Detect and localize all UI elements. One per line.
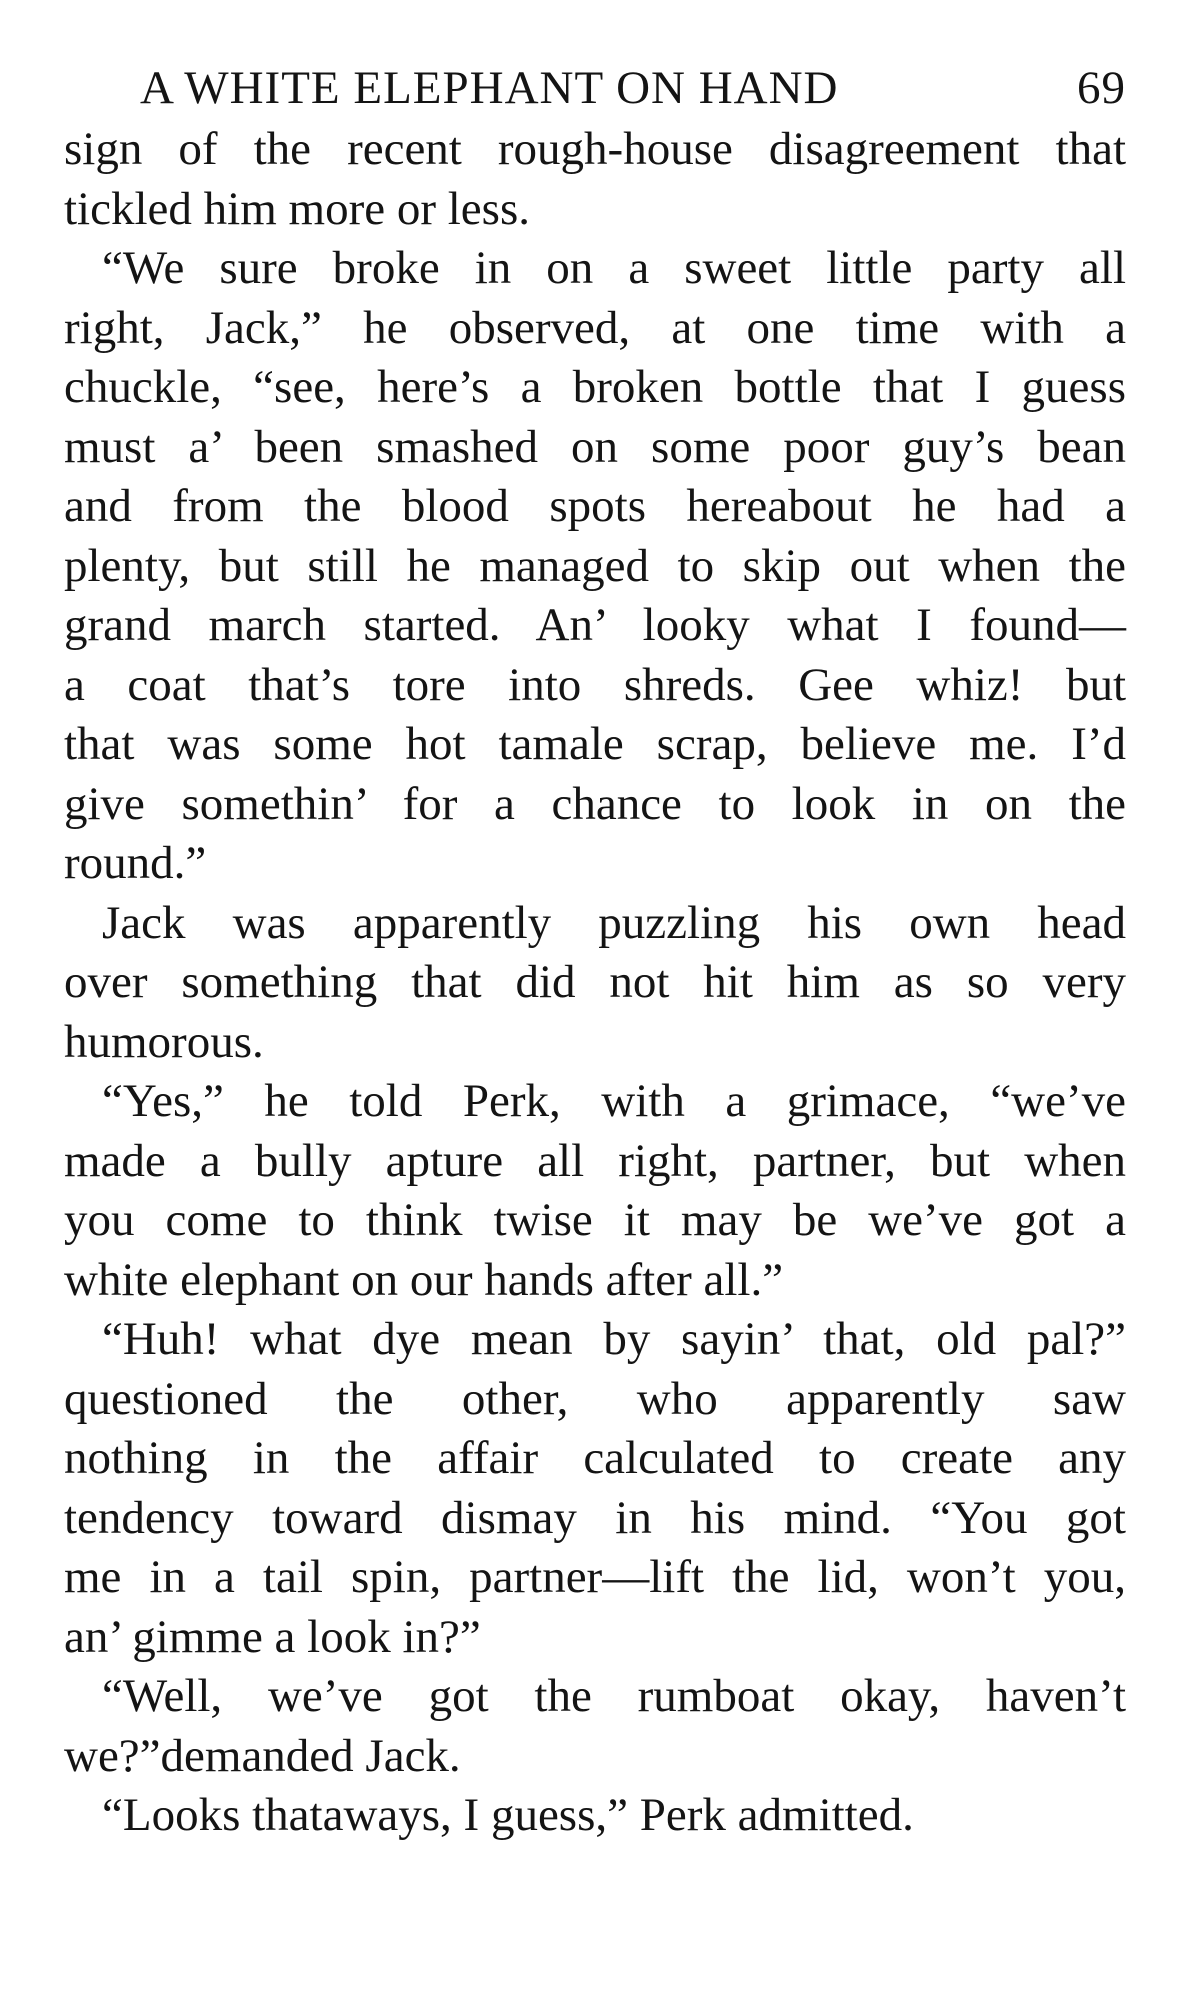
text-line: “Looks thataways, I guess,” Perk admitted. (102, 1789, 914, 1841)
text-line: over something that did not hit him as so very (64, 956, 1126, 1008)
paragraph (64, 894, 1126, 1073)
book-page (64, 58, 1126, 1846)
text-line: and from the blood spots hereabout he had a (64, 480, 1126, 532)
paragraph (64, 1072, 1126, 1310)
text-line: chuckle, “see, here’s a broken bottle that I guess (64, 361, 1126, 413)
text-line: sign of the recent rough-house disagreement that (64, 123, 1126, 175)
running-head-title: A WHITE ELEPHANT ON HAND (140, 62, 839, 114)
text-line: grand march started. An’ looky what I found— (64, 599, 1126, 651)
text-line: “Yes,” he told Perk, with a grimace, “we’ve (102, 1075, 1126, 1127)
text-line: that was some hot tamale scrap, believe me. I’d (64, 718, 1126, 770)
text-line: tickled him more or less. (64, 182, 530, 235)
text-line: nothing in the affair calculated to create any (64, 1432, 1126, 1484)
text-line: right, Jack,” he observed, at one time with a (64, 301, 1126, 354)
paragraph (64, 1786, 1126, 1846)
page-number: 69 (1077, 62, 1126, 114)
paragraph (64, 1667, 1126, 1786)
text-line: “Huh! what dye mean by sayin’ that, old pal?” (102, 1313, 1126, 1365)
text-line: white elephant on our hands after all.” (64, 1253, 784, 1306)
text-line: Jack was apparently puzzling his own head (102, 896, 1126, 949)
text-line: a coat that’s tore into shreds. Gee whiz! but (64, 658, 1126, 711)
text-line: tendency toward dismay in his mind. “You got (64, 1491, 1126, 1544)
text-line: an’ gimme a look in?” (64, 1610, 481, 1663)
text-line: you come to think twise it may be we’ve got a (64, 1194, 1126, 1246)
running-head (140, 58, 1126, 118)
text-line: round.” (64, 837, 207, 889)
text-line: questioned the other, who apparently saw (64, 1372, 1126, 1425)
body-text (64, 120, 1126, 1846)
text-line: me in a tail spin, partner—lift the lid, won’t you, (64, 1551, 1126, 1603)
paragraph (64, 1310, 1126, 1667)
text-line: humorous. (64, 1015, 264, 1068)
text-line: plenty, but still he managed to skip out when the (64, 539, 1126, 592)
text-line: give somethin’ for a chance to look in on the (64, 777, 1126, 830)
text-line: must a’ been smashed on some poor guy’s bean (64, 420, 1126, 473)
text-line: we?”demanded Jack. (64, 1729, 461, 1782)
paragraph (64, 239, 1126, 894)
text-line: “We sure broke in on a sweet little party all (102, 242, 1126, 294)
text-line: made a bully apture all right, partner, but when (64, 1134, 1126, 1187)
paragraph (64, 120, 1126, 239)
text-line: “Well, we’ve got the rumboat okay, haven’t (102, 1670, 1126, 1722)
